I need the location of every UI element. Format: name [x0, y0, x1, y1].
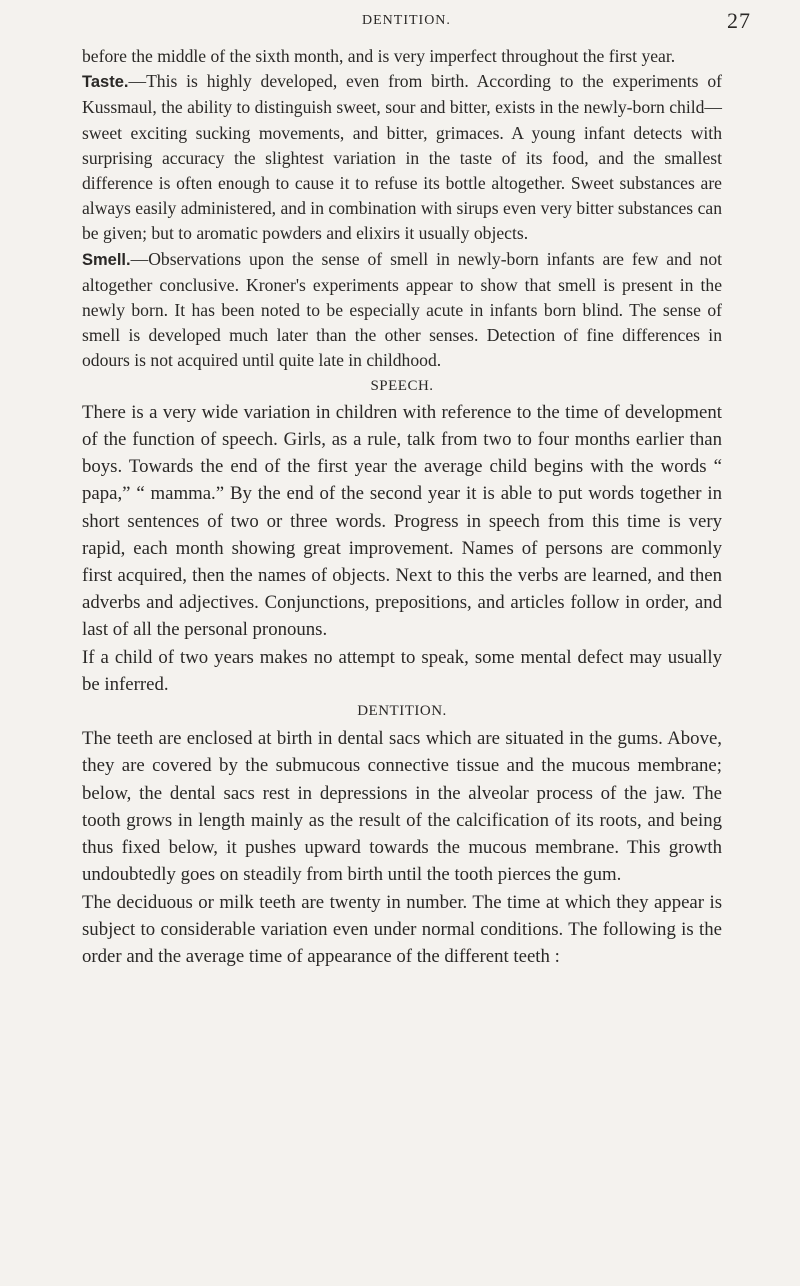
running-head-title: DENTITION. [362, 13, 451, 28]
page-number: 27 [727, 8, 751, 33]
taste-text: —This is highly developed, even from birth. According to the experiments of Kussmaul, the ability to distinguish sweet, sour and bitter, exists in the newly-born child—sweet exciting sucking movements, and bitter, grimaces. A young infant detects with surprising accuracy the slightest variation in the taste of its food, and the smallest difference is often enough to cause it to refuse its bottle altogether. Sweet substances are always easily administered, and in combination with sirups even very bitter substances can be given; but to aromatic powders and elixirs it usually objects. [82, 71, 722, 244]
dentition-heading: DENTITION. [357, 703, 447, 720]
taste-paragraph [82, 69, 722, 246]
intro-paragraph: before the middle of the sixth month, and is very imperfect throughout the first year. [82, 46, 676, 66]
smell-paragraph [82, 247, 722, 374]
speech-heading: SPEECH. [370, 377, 434, 394]
body-text [82, 44, 722, 970]
dentition-paragraph-1: The teeth are enclosed at birth in dental sacs which are situated in the gums. Above, they are covered by the submucous connective tissue and the mucous membrane; below, the dental sacs rest in depressions in the alveolar process of the jaw. The tooth grows in length mainly as the result of the calcification of its roots, and being thus fixed below, it pushes upward towards the mucous membrane. This growth undoubtedly goes on steadily from birth until the tooth pierces the gum. [82, 728, 722, 886]
speech-paragraph-1: There is a very wide variation in children with reference to the time of development of the function of speech. Girls, as a rule, talk from two to four months earlier than boys. Towards the end of the first year the average child begins with the words “ papa,” “ mamma.” By the end of the second year it is able to put words together in short sentences of two or three words. Progress in speech from this time is very rapid, each month showing great improvement. Names of persons are commonly first acquired, then the names of objects. Next to this the verbs are learned, and then adverbs and adjectives. Conjunctions, prepositions, and articles follow in order, and last of all the personal pronouns. [82, 401, 722, 641]
dentition-paragraph-2: The deciduous or milk teeth are twenty in number. The time at which they appear is subject to considerable variation even under normal conditions. The following is the order and the average time of appearance of the different teeth : [82, 891, 722, 967]
taste-label: Taste. [82, 73, 129, 92]
smell-text: —Observations upon the sense of smell in newly-born infants are few and not altogether conclusive. Kroner's experiments appear to show that smell is present in the newly born. It has been noted to be especially acute in infants born blind. The sense of smell is developed much later than the other senses. Detection of fine differences in odours is not acquired until quite late in childhood. [82, 248, 722, 371]
speech-paragraph-2: If a child of two years makes no attempt to speak, some mental defect may usually be inferred. [82, 646, 722, 695]
speech-section [82, 399, 722, 970]
smell-label: Smell. [82, 250, 131, 269]
